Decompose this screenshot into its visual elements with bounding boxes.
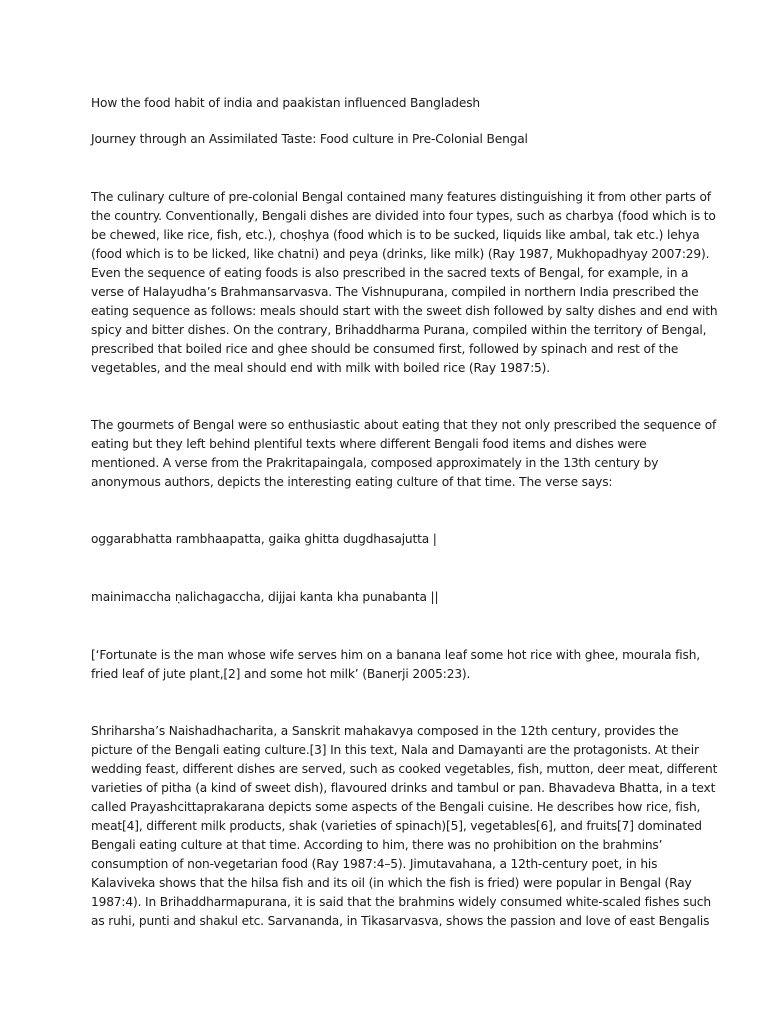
paragraph-line: The culinary culture of pre-colonial Bengal contained many features distinguishing it from other parts of [91, 190, 711, 204]
paragraph-line: vegetables, and the meal should end with milk with boiled rice (Ray 1987:5). [91, 361, 550, 375]
translation-line: [‘Fortunate is the man whose wife serves him on a banana leaf some hot rice with ghee, mourala fish, [91, 648, 701, 662]
verse-line-1: oggarabhatta rambhaapatta, gaika ghitta dugdhasajutta | [91, 532, 437, 546]
paragraph-line: called Prayashcittaprakarana depicts some aspects of the Bengali cuisine. He describes how rice, fish, [91, 800, 701, 814]
paragraph-line: varieties of pitha (a kind of sweet dish), flavoured drinks and tambul or pan. Bhavadeva Bhatta, in a text [91, 781, 716, 795]
paragraph-line: anonymous authors, depicts the interesting eating culture of that time. The verse says: [91, 475, 613, 489]
paragraph-line: (food which is to be licked, like chatni) and peya (drinks, like milk) (Ray 1987, Mukhopadhyay 2007:29). [91, 247, 710, 261]
paragraph-line: 1987:4). In Brihaddharmapurana, it is said that the brahmins widely consumed white-scaled fishes such [91, 895, 711, 909]
paragraph-line: as ruhi, punti and shakul etc. Sarvananda, in Tikasarvasva, shows the passion and love of east Bengalis [91, 914, 710, 928]
paragraph-line: consumption of non-vegetarian food (Ray 1987:4–5). Jimutavahana, a 12th-century poet, in his [91, 857, 658, 871]
translation-line: fried leaf of jute plant,[2] and some hot milk’ (Banerji 2005:23). [91, 667, 471, 681]
paragraph-line: Shriharsha’s Naishadhacharita, a Sanskrit mahakavya composed in the 12th century, provides the [91, 724, 679, 738]
paragraph-line: spicy and bitter dishes. On the contrary, Brihaddharma Purana, compiled within the territory of Bengal, [91, 323, 707, 337]
document-title: How the food habit of india and paakistan influenced Bangladesh [91, 96, 480, 110]
paragraph-line: eating sequence as follows: meals should start with the sweet dish followed by salty dishes and end with [91, 304, 718, 318]
paragraph-line: mentioned. A verse from the Prakritapaingala, composed approximately in the 13th century by [91, 456, 659, 470]
paragraph-line: be chewed, like rice, fish, etc.), choṣhya (food which is to be sucked, liquids like ambal, tak etc.) lehya [91, 228, 700, 242]
paragraph-line: verse of Halayudha’s Brahmansarvasva. The Vishnupurana, compiled in northern India prescribed the [91, 285, 699, 299]
paragraph-line: meat[4], different milk products, shak (varieties of spinach)[5], vegetables[6], and fruits[7] dominated [91, 819, 702, 833]
verse-line-2: mainimaccha ṇalichagaccha, dijjai kanta kha punabanta || [91, 590, 439, 604]
paragraph-line: Kalaviveka shows that the hilsa fish and its oil (in which the fish is fried) were popular in Bengal (Ray [91, 876, 692, 890]
paragraph-line: the country. Conventionally, Bengali dishes are divided into four types, such as charbya (food which is to [91, 209, 716, 223]
paragraph-line: prescribed that boiled rice and ghee should be consumed first, followed by spinach and rest of the [91, 342, 679, 356]
paragraph-line: The gourmets of Bengal were so enthusiastic about eating that they not only prescribed the sequence of [91, 418, 717, 432]
paragraph-line: wedding feast, different dishes are served, such as cooked vegetables, fish, mutton, deer meat, different [91, 762, 718, 776]
paragraph-line: Bengali eating culture at that time. According to him, there was no prohibition on the brahmins’ [91, 838, 663, 852]
document-subtitle: Journey through an Assimilated Taste: Food culture in Pre-Colonial Bengal [91, 132, 528, 146]
paragraph-line: picture of the Bengali eating culture.[3] In this text, Nala and Damayanti are the protagonists. At their [91, 743, 699, 757]
paragraph-line: Even the sequence of eating foods is also prescribed in the sacred texts of Bengal, for example, in a [91, 266, 689, 280]
paragraph-line: eating but they left behind plentiful texts where different Bengali food items and dishes were [91, 437, 647, 451]
